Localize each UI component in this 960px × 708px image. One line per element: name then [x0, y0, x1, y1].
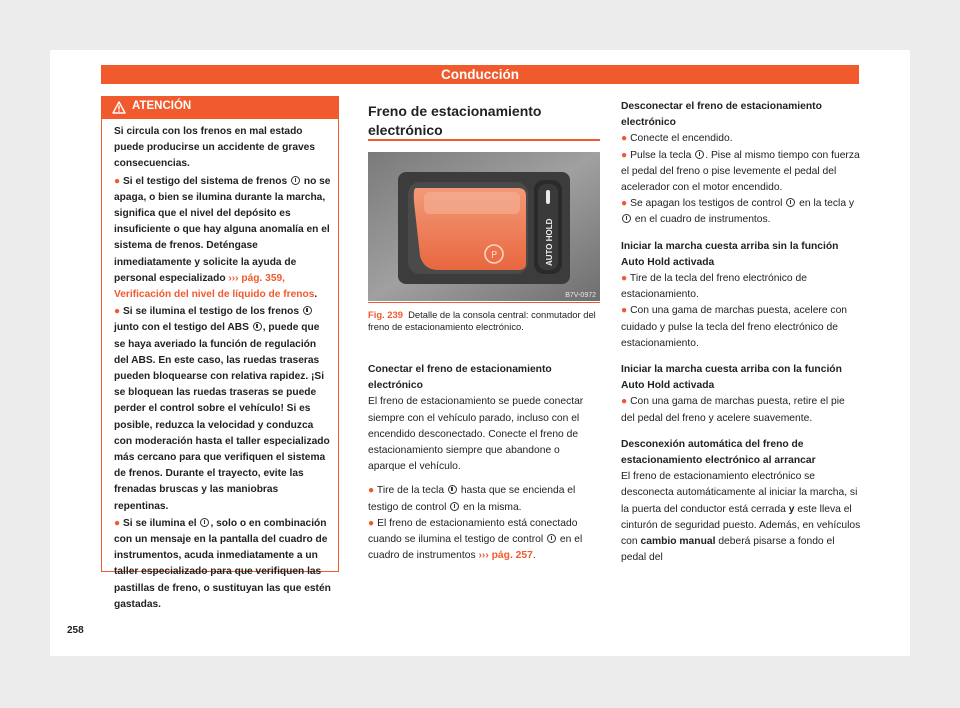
console-illustration — [368, 152, 600, 301]
auto-hold-label: AUTO HOLD — [545, 218, 554, 266]
reference-link[interactable]: ››› pág. 359, Verificación del nivel de líquido de frenos — [114, 272, 315, 301]
bullet-ignition: ● Conecte el encendido. — [621, 133, 733, 145]
right-column — [621, 99, 861, 566]
reference-link[interactable]: ››› pág. 257 — [478, 550, 533, 562]
parking-brake-icon — [786, 198, 795, 207]
caption-text: Detalle de la consola central: conmutador del freno de estacionamiento electrónico. — [368, 309, 596, 333]
heading-uphill-no-autohold: Iniciar la marcha cuesta arriba sin la función Auto Hold activada — [621, 240, 839, 268]
page-number: 258 — [67, 625, 84, 636]
heading-auto-release: Desconexión automática del freno de estacionamiento electrónico al arrancar — [621, 438, 816, 467]
bullet-pull-brake: ● Tire de la tecla del freno electrónico de estacionamiento. — [621, 273, 807, 301]
paragraph-connect: El freno de estacionamiento se puede conectar siempre con el vehículo parado, incluso con el encendido desconectado. Conecte el freno de estacionamiento siempre que abandone o aparque el vehículo. — [368, 396, 584, 473]
parking-brake-icon — [547, 534, 556, 543]
section-title: Freno de estacionamiento electrónico — [368, 103, 542, 138]
brake-warning-icon — [303, 306, 312, 315]
figure-parking-brake-switch — [368, 152, 600, 301]
brake-pad-icon — [200, 518, 209, 527]
warning-header — [102, 97, 338, 119]
warning-bullet-2: ● Si se ilumina el testigo de los frenos junto con el testigo del ABS , puede que se haya averiado la función de regulación del ABS. En este caso, las ruedas traseras pueden bloquearse con relativa rapidez. ¡Si se bloquean las ruedas traseras se puede perder el control sobre el vehículo! Si es posible, reduzca la velocidad y conduzca con moderación hasta el taller especializado más cercano para que verifiquen el sistema de frenos. Durante el trayecto, evite las frenadas bruscas y las maniobras repentinas. — [114, 306, 330, 512]
warning-box — [101, 96, 339, 610]
bullet-press-key: ● Pulse la tecla . Pise al mismo tiempo con fuerza el pedal del freno o pise levemente el pedal del acelerador con el motor encendido. — [621, 149, 860, 194]
bullet-lamps-off: ● Se apagan los testigos de control en la tecla y en el cuadro de instrumentos. — [621, 198, 855, 226]
heading-uphill-autohold: Iniciar la marcha cuesta arriba con la función Auto Hold activada — [621, 364, 842, 392]
brake-warning-icon — [291, 176, 300, 185]
figure-caption — [368, 309, 600, 334]
warning-title: ATENCIÓN — [132, 100, 192, 112]
brake-warning-icon — [622, 214, 631, 223]
bullet-accelerate: ● Con una gama de marchas puesta, acelere con cuidado y pulse la tecla del freno electrónico de estacionamiento. — [621, 305, 848, 349]
title-divider — [368, 139, 600, 141]
bullet-pull-key: ● Tire de la tecla hasta que se encienda el testigo de control en la misma. — [368, 485, 576, 513]
parking-brake-icon — [448, 485, 457, 494]
paragraph-auto-release: El freno de estacionamiento electrónico se desconecta automáticamente al iniciar la marcha, si la puerta del conductor está cerrada y este lleva el cinturón de seguridad puesto. Además, en vehículos con cambio manual deberá pisarse a fondo el pedal del — [621, 471, 861, 564]
heading-connect: Conectar el freno de estacionamiento electrónico — [368, 364, 552, 392]
parking-brake-icon — [450, 502, 459, 511]
parking-brake-icon — [695, 150, 704, 159]
warning-body — [114, 124, 332, 613]
svg-text:P: P — [490, 250, 498, 261]
heading-disconnect: Desconectar el freno de estacionamiento electrónico — [621, 101, 822, 129]
warning-triangle-icon — [112, 101, 126, 114]
warning-bullet-3: ● Si se ilumina el , solo o en combinación con un mensaje en la pantalla del cuadro de instrumentos, acuda inmediatamente a un taller especializado para que verifiquen las pastillas de freno, o sustituyan las que estén gastadas. — [114, 517, 331, 610]
middle-text — [368, 362, 600, 564]
abs-icon — [253, 322, 262, 331]
bullet-release-pedal: ● Con una gama de marchas puesta, retire el pie del pedal del freno y acelere suavemente. — [621, 396, 845, 424]
section-header: Conducción — [101, 65, 859, 84]
figure-tag: B7V-0972 — [565, 292, 596, 299]
bullet-connected: ● El freno de estacionamiento está conectado cuando se ilumina el testigo de control en el cuadro de instrumentos ››› pág. 257. — [368, 517, 583, 562]
caption-number: Fig. 239 — [368, 309, 403, 320]
warning-bullet-1: ● Si el testigo del sistema de frenos no se apaga, o bien se ilumina durante la marcha, significa que el nivel del depósito es insuficiente o que hay alguna anomalía en el sistema de frenos. Deténgase inmediatamente y solicite la ayuda de personal especializado ››› pág. 359, Verificación del nivel de líquido de frenos. — [114, 175, 331, 301]
warning-intro: Si circula con los frenos en mal estado puede producirse un accidente de graves consecuencias. — [114, 126, 315, 170]
caption-divider — [368, 302, 600, 303]
